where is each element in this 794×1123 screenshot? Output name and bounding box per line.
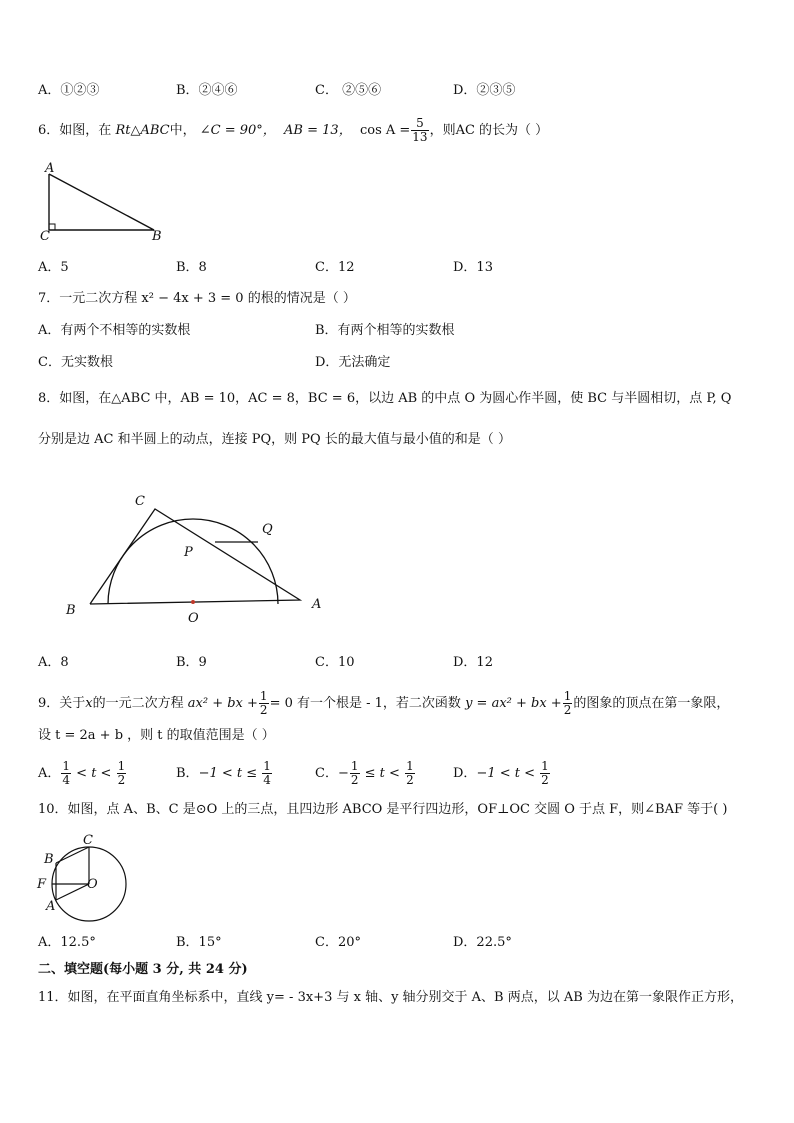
q10-option-b: B．15°: [176, 935, 222, 950]
q9-option-c: C．− $\frac{1}{2}$ ≤ t < $\frac{1}{2}$: [315, 759, 414, 787]
q7-option-d: D．无法确定: [315, 355, 391, 370]
q8-option-c: C．10: [315, 655, 355, 670]
q10-option-d: D．22.5°: [453, 935, 512, 950]
label-o: O: [188, 611, 199, 626]
label-f: F: [37, 877, 47, 892]
fraction-1-2: $\frac{1}{2}$: [563, 689, 572, 717]
label-p: P: [184, 545, 193, 560]
question-7-stem: 7．一元二次方程 x² − 4x + 3 = 0 的根的情况是（ ）: [38, 291, 356, 306]
q7-option-b: B．有两个相等的实数根: [315, 323, 455, 338]
label-c: C: [40, 229, 50, 244]
q10-option-c: C．20°: [315, 935, 361, 950]
q9-option-b: B．−1 < t ≤ $\frac{1}{4}$: [176, 759, 271, 787]
q8-option-b: B．9: [176, 655, 207, 670]
q6-option-c: C．12: [315, 260, 355, 275]
q9-option-a: A． $\frac{1}{4}$ < t < $\frac{1}{2}$: [38, 759, 126, 787]
label-a: A: [45, 161, 55, 176]
q5-option-d: D．②③⑤: [453, 83, 516, 98]
q6-option-b: B．8: [176, 260, 207, 275]
q6-option-d: D．13: [453, 260, 493, 275]
label-b: B: [152, 229, 162, 244]
section-heading: 二、填空题(每小题 3 分, 共 24 分): [38, 962, 248, 977]
fraction-1-2: $\frac{1}{2}$: [259, 689, 268, 717]
figure-circle-parallelogram: [34, 830, 134, 925]
q5-option-c: C． ②⑤⑥: [315, 83, 382, 98]
label-b: B: [44, 852, 54, 867]
question-9-stem-line1: 9．关于x的一元二次方程 ax² + bx + $\frac{1}{2}$ = 0 有一个根是 - 1，若二次函数 y = ax² + bx + $\frac{1}{2}$ 的图象的顶点在第一象限，: [38, 689, 730, 717]
label-q: Q: [262, 522, 273, 537]
label-b: B: [66, 603, 76, 618]
q5-option-b: B．②④⑥: [176, 83, 238, 98]
q5-option-a: A．①②③: [38, 83, 100, 98]
figure-triangle-semicircle: [60, 488, 340, 628]
question-11-stem: 11．如图，在平面直角坐标系中，直线 y= - 3x+3 与 x 轴、y 轴分别交于 A、B 两点，以 AB 为边在第一象限作正方形，: [38, 990, 743, 1005]
label-c: C: [83, 833, 93, 848]
label-o: O: [87, 877, 98, 892]
fraction-5-13: $\frac{5}{13}$: [412, 116, 428, 144]
q8-option-d: D．12: [453, 655, 493, 670]
q7-option-c: C．无实数根: [38, 355, 113, 370]
question-8-stem-line1: 8．如图，在△ABC 中，AB = 10，AC = 8，BC = 6，以边 AB 的中点 O 为圆心作半圆，使 BC 与半圆相切，点 P, Q: [38, 391, 732, 406]
q9-option-d: D．−1 < t < $\frac{1}{2}$: [453, 759, 549, 787]
label-a: A: [46, 899, 56, 914]
question-6-stem: 6．如图，在 Rt△ABC中， ∠C = 90°， AB = 13， cos A = $\frac{5}{13}$ ，则AC 的长为（ ）: [38, 116, 549, 144]
q10-option-a: A．12.5°: [38, 935, 96, 950]
figure-right-triangle: [36, 160, 166, 245]
label-c: C: [135, 494, 145, 509]
q7-option-a: A．有两个不相等的实数根: [38, 323, 191, 338]
q6-option-a: A．5: [38, 260, 69, 275]
q8-option-a: A．8: [38, 655, 69, 670]
label-a: A: [312, 597, 322, 612]
question-8-stem-line2: 分别是边 AC 和半圆上的动点，连接 PQ，则 PQ 长的最大值与最小值的和是（ ）: [38, 432, 511, 447]
question-9-stem-line2: 设 t = 2a + b ，则 t 的取值范围是（ ）: [38, 728, 275, 743]
question-10-stem: 10．如图，点 A、B、C 是⊙O 上的三点，且四边形 ABCO 是平行四边形，OF⊥OC 交圆 O 于点 F，则∠BAF 等于( ): [38, 802, 728, 817]
